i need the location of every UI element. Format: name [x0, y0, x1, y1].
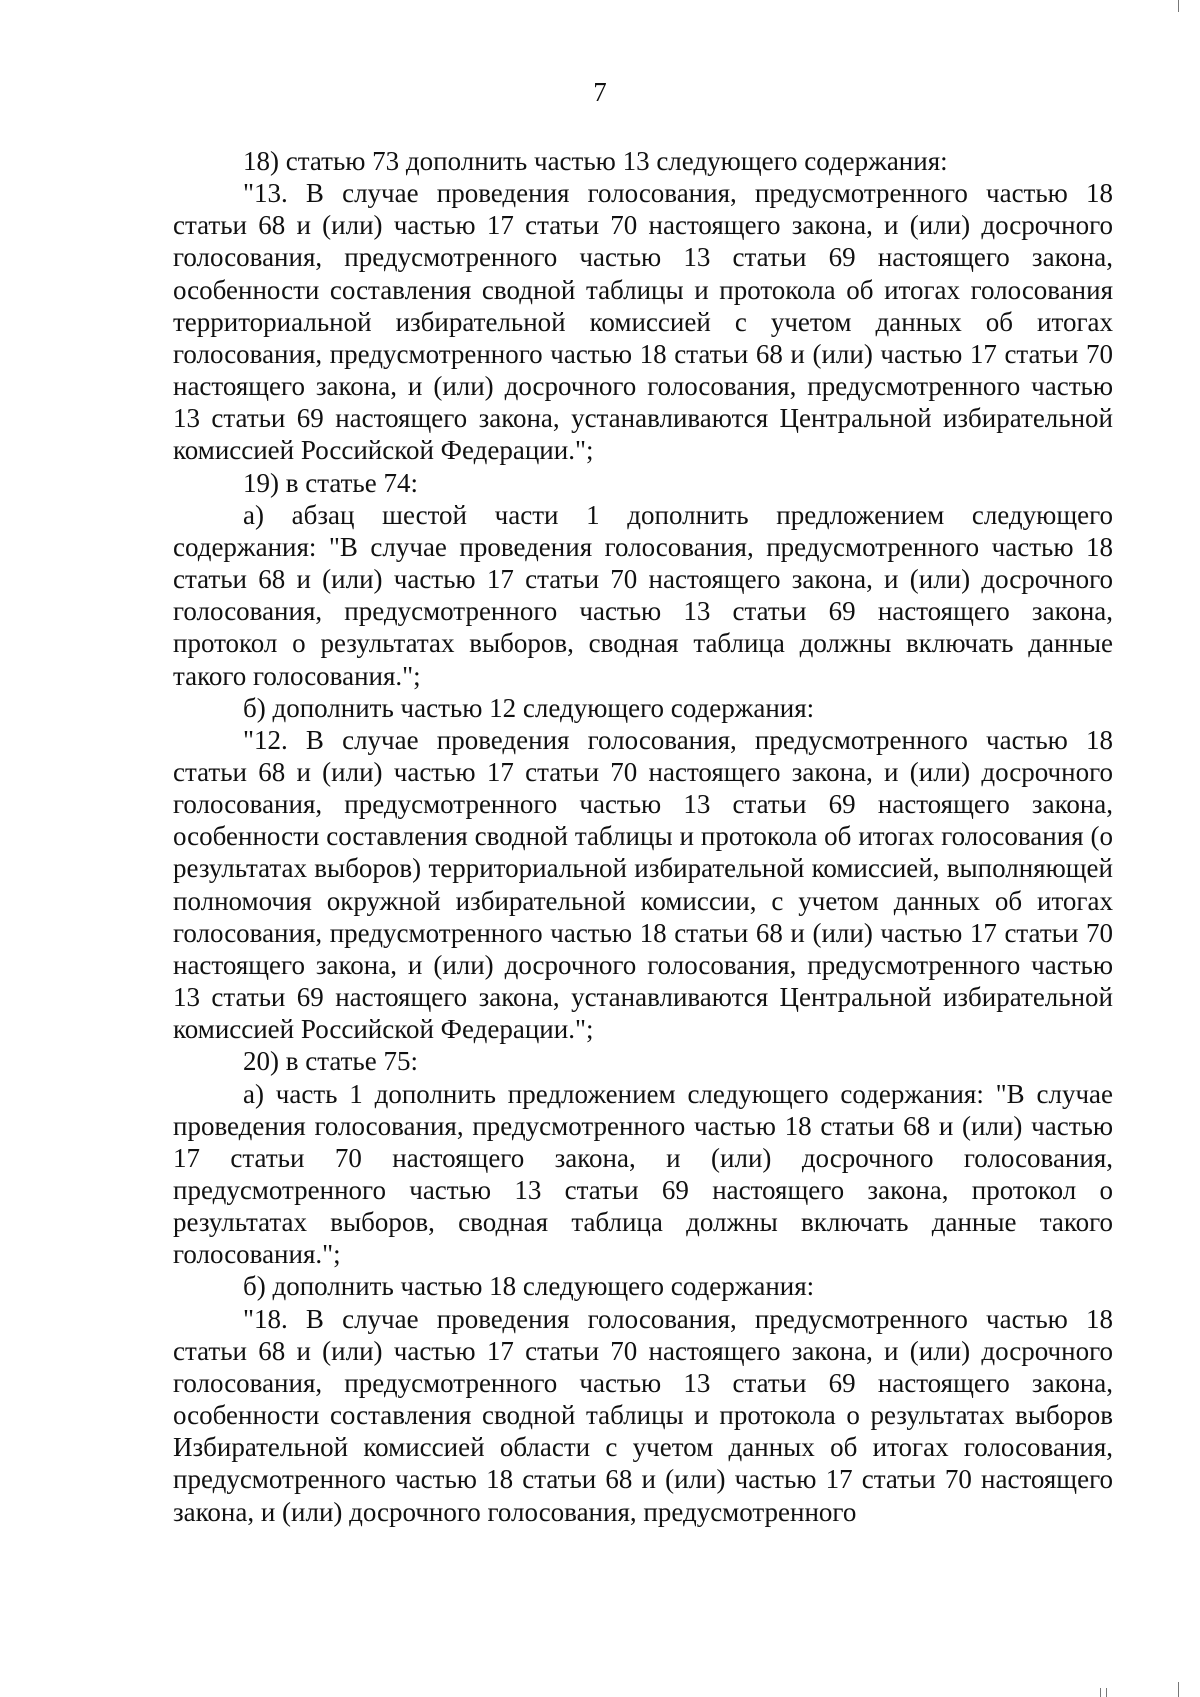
- paragraph-subitem-a-75: а) часть 1 дополнить предложением следующего содержания: "В случае проведения голосования, предусмотренного частью 18 статьи 68 и (или) частью 17 статьи 70 настоящего закона, и (или) досрочного голосования, предусмотренного частью 13 статьи 69 настоящего закона, протокол о результатах выборов, сводная таблица должны включать данные такого голосования.";: [173, 1078, 1113, 1270]
- paragraph-subitem-b-75: б) дополнить частью 18 следующего содержания:: [243, 1271, 815, 1302]
- paragraph-part-18-text: "18. В случае проведения голосования, предусмотренного частью 18 статьи 68 и (или) частью 17 статьи 70 настоящего закона, и (или) досрочного голосования, предусмотренного частью 13 статьи 69 настоящего закона, особенности составления сводной таблицы и протокола о результатах выборов Избирательной комиссией области с учетом данных об итогах голосования, предусмотренного частью 18 статьи 68 и (или) частью 17 статьи 70 настоящего закона, и (или) досрочного голосования, предусмотренного: [173, 1303, 1113, 1527]
- paragraph-subitem-a-74: а) абзац шестой части 1 дополнить предложением следующего содержания: "В случае проведения голосования, предусмотренного частью 18 статьи 68 и (или) частью 17 статьи 70 настоящего закона, и (или) досрочного голосования, предусмотренного частью 13 статьи 69 настоящего закона, протокол о результатах выборов, сводная таблица должны включать данные такого голосования.";: [173, 499, 1113, 691]
- paragraph-item-19: 19) в статье 74:: [243, 467, 418, 498]
- page-number: 7: [593, 77, 607, 107]
- paragraph-item-20: 20) в статье 75:: [243, 1046, 418, 1077]
- scan-artifact-bottom-right: [1178, 1682, 1179, 1697]
- paragraph-part-12-text: "12. В случае проведения голосования, предусмотренного частью 18 статьи 68 и (или) частью 17 статьи 70 настоящего закона, и (или) досрочного голосования, предусмотренного частью 13 статьи 69 настоящего закона, особенности составления сводной таблицы и протокола об итогах голосования (о результатах выборов) территориальной избирательной комиссией, выполняющей полномочия окружной избирательной комиссии, с учетом данных об итогах голосования, предусмотренного частью 18 статьи 68 и (или) частью 17 статьи 70 настоящего закона, и (или) досрочного голосования, предусмотренного частью 13 статьи 69 настоящего закона, устанавливаются Центральной избирательной комиссией Российской Федерации.";: [173, 724, 1113, 1045]
- paragraph-subitem-b-74: б) дополнить частью 12 следующего содержания:: [243, 692, 815, 723]
- paragraph-item-18: 18) статью 73 дополнить частью 13 следующего содержания:: [243, 146, 948, 176]
- scan-artifact-bottom-edge: [1100, 1688, 1101, 1697]
- paragraph-part-13-text: "13. В случае проведения голосования, предусмотренного частью 18 статьи 68 и (или) частью 17 статьи 70 настоящего закона, и (или) досрочного голосования, предусмотренного частью 13 статьи 69 настоящего закона, особенности составления сводной таблицы и протокола об итогах голосования территориальной избирательной комиссией с учетом данных об итогах голосования, предусмотренного частью 18 статьи 68 и (или) частью 17 статьи 70 настоящего закона, и (или) досрочного голосования, предусмотренного частью 13 статьи 69 настоящего закона, устанавливаются Центральной избирательной комиссией Российской Федерации.";: [173, 178, 1113, 466]
- scan-artifact-bottom-edge-2: [1106, 1688, 1107, 1697]
- scan-artifact-top-right: [1178, 0, 1179, 12]
- document-body: [173, 145, 1113, 1528]
